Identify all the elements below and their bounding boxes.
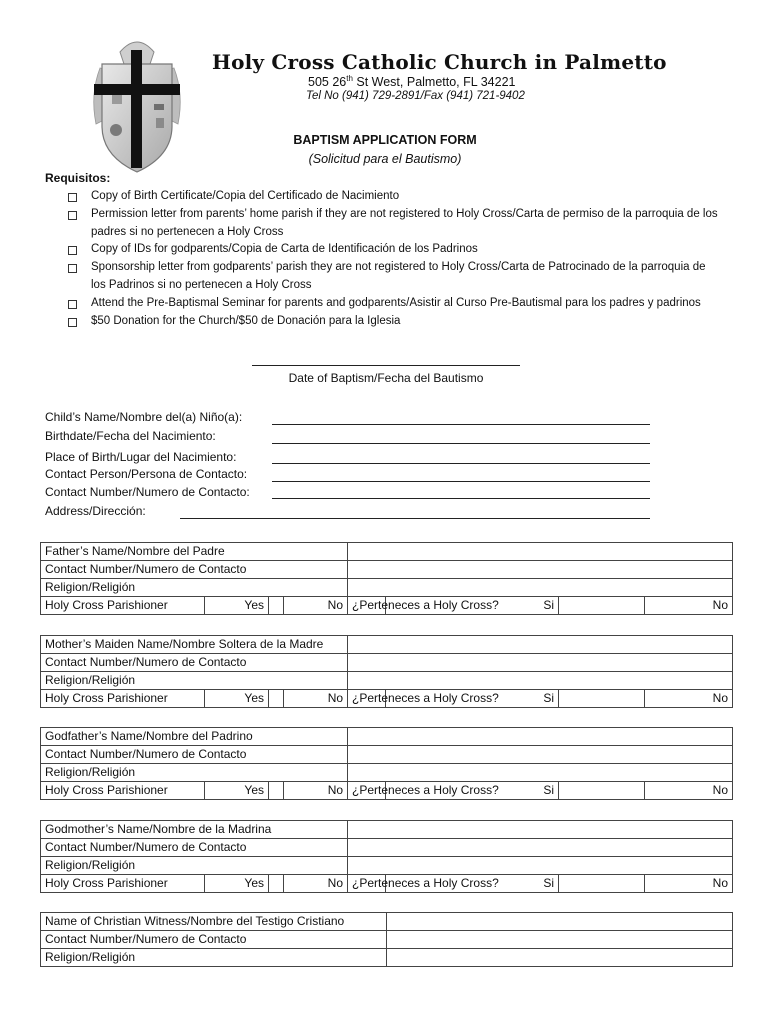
godmother-religion-label: Religion/Religión bbox=[41, 857, 348, 875]
father-parishioner-label: Holy Cross Parishioner bbox=[41, 597, 205, 615]
father-name-label: Father’s Name/Nombre del Padre bbox=[41, 543, 348, 561]
witness-table bbox=[40, 912, 733, 967]
requirement-item: Permission letter from parents’ home parish if they are not registered to Holy Cross/Carta de permiso de la parroquia de los padres si no pertenecen a Holy Cross bbox=[68, 206, 718, 242]
father-yes-box[interactable] bbox=[269, 597, 284, 615]
godfather-name-field[interactable] bbox=[348, 728, 733, 746]
father-name-field[interactable] bbox=[348, 543, 733, 561]
godmother-contact-field[interactable] bbox=[348, 839, 733, 857]
godmother-name-label: Godmother’s Name/Nombre de la Madrina bbox=[41, 821, 348, 839]
witness-contact-label: Contact Number/Numero de Contacto bbox=[41, 931, 387, 949]
godfather-religion-label: Religion/Religión bbox=[41, 764, 348, 782]
witness-name-label: Name of Christian Witness/Nombre del Testigo Cristiano bbox=[41, 913, 387, 931]
address-ordinal-suffix: th bbox=[346, 74, 353, 83]
godmother-question-label: ¿Perteneces a Holy Cross? bbox=[348, 875, 386, 893]
godfather-si-option[interactable]: Si bbox=[386, 782, 559, 800]
godmother-table bbox=[40, 820, 733, 893]
godmother-no-es-option[interactable]: No bbox=[645, 875, 733, 893]
form-title: BAPTISM APPLICATION FORM bbox=[293, 133, 477, 147]
contact-number-line[interactable] bbox=[272, 498, 650, 499]
address-label: Address/Dirección: bbox=[45, 504, 146, 518]
father-religion-field[interactable] bbox=[348, 579, 733, 597]
requirements-list bbox=[68, 188, 718, 330]
requirement-item: Sponsorship letter from godparents’ parish they are not registered to Holy Cross/Carta de Patrocinado de la parroquia de los Padrinos si no pertenecen a Holy Cross bbox=[68, 259, 718, 295]
father-contact-field[interactable] bbox=[348, 561, 733, 579]
godfather-contact-label: Contact Number/Numero de Contacto bbox=[41, 746, 348, 764]
mother-yes-option[interactable]: Yes bbox=[205, 690, 269, 708]
father-si-option[interactable]: Si bbox=[386, 597, 559, 615]
church-crest-logo bbox=[82, 34, 192, 176]
godfather-si-box[interactable] bbox=[559, 782, 645, 800]
birthdate-label: Birthdate/Fecha del Nacimiento: bbox=[45, 429, 216, 443]
church-name: Holy Cross Catholic Church in Palmetto bbox=[212, 50, 667, 74]
checkbox[interactable] bbox=[68, 318, 77, 327]
godmother-yes-box[interactable] bbox=[269, 875, 284, 893]
address-street: St West, Palmetto, FL 34221 bbox=[352, 75, 516, 90]
godmother-yes-option[interactable]: Yes bbox=[205, 875, 269, 893]
birthdate-line[interactable] bbox=[272, 443, 650, 444]
godfather-yes-box[interactable] bbox=[269, 782, 284, 800]
witness-contact-field[interactable] bbox=[387, 931, 733, 949]
checkbox[interactable] bbox=[68, 300, 77, 309]
checkbox[interactable] bbox=[68, 264, 77, 273]
mother-si-option[interactable]: Si bbox=[386, 690, 559, 708]
mother-religion-label: Religion/Religión bbox=[41, 672, 348, 690]
godmother-contact-label: Contact Number/Numero de Contacto bbox=[41, 839, 348, 857]
father-contact-label: Contact Number/Numero de Contacto bbox=[41, 561, 348, 579]
godmother-si-option[interactable]: Si bbox=[386, 875, 559, 893]
church-address bbox=[308, 74, 516, 89]
godmother-si-box[interactable] bbox=[559, 875, 645, 893]
mother-yes-box[interactable] bbox=[269, 690, 284, 708]
checkbox[interactable] bbox=[68, 211, 77, 220]
baptism-date-line[interactable] bbox=[252, 365, 520, 366]
mother-name-field[interactable] bbox=[348, 636, 733, 654]
church-phone: Tel No (941) 729-2891/Fax (941) 721-9402 bbox=[306, 90, 525, 102]
father-question-label: ¿Perteneces a Holy Cross? bbox=[348, 597, 386, 615]
mother-no-es-option[interactable]: No bbox=[645, 690, 733, 708]
requirement-item: Attend the Pre-Baptismal Seminar for parents and godparents/Asistir al Curso Pre-Bautismal para los padres y padrinos bbox=[68, 295, 718, 313]
godmother-parishioner-label: Holy Cross Parishioner bbox=[41, 875, 205, 893]
godmother-name-field[interactable] bbox=[348, 821, 733, 839]
godfather-contact-field[interactable] bbox=[348, 746, 733, 764]
mother-contact-field[interactable] bbox=[348, 654, 733, 672]
godfather-no-es-option[interactable]: No bbox=[645, 782, 733, 800]
address-line[interactable] bbox=[180, 518, 650, 519]
requirements-label: Requisitos: bbox=[45, 171, 111, 185]
godfather-parishioner-label: Holy Cross Parishioner bbox=[41, 782, 205, 800]
checkbox[interactable] bbox=[68, 193, 77, 202]
checkbox[interactable] bbox=[68, 246, 77, 255]
contact-person-label: Contact Person/Persona de Contacto: bbox=[45, 467, 248, 481]
godfather-table bbox=[40, 727, 733, 800]
godfather-no-option[interactable]: No bbox=[284, 782, 348, 800]
witness-name-field[interactable] bbox=[387, 913, 733, 931]
father-si-box[interactable] bbox=[559, 597, 645, 615]
godfather-question-label: ¿Perteneces a Holy Cross? bbox=[348, 782, 386, 800]
mother-question-label: ¿Perteneces a Holy Cross? bbox=[348, 690, 386, 708]
child-name-label: Child’s Name/Nombre del(a) Niño(a): bbox=[45, 410, 243, 424]
mother-table bbox=[40, 635, 733, 708]
godfather-yes-option[interactable]: Yes bbox=[205, 782, 269, 800]
mother-name-label: Mother’s Maiden Name/Nombre Soltera de la Madre bbox=[41, 636, 348, 654]
mother-no-option[interactable]: No bbox=[284, 690, 348, 708]
requirement-item: Copy of IDs for godparents/Copia de Carta de Identificación de los Padrinos bbox=[68, 241, 718, 259]
father-yes-option[interactable]: Yes bbox=[205, 597, 269, 615]
contact-number-label: Contact Number/Numero de Contacto: bbox=[45, 485, 250, 499]
address-number: 505 26 bbox=[308, 75, 347, 90]
godfather-name-label: Godfather’s Name/Nombre del Padrino bbox=[41, 728, 348, 746]
form-subtitle: (Solicitud para el Bautismo) bbox=[308, 152, 462, 166]
contact-person-line[interactable] bbox=[272, 481, 650, 482]
father-table bbox=[40, 542, 733, 615]
witness-religion-label: Religion/Religión bbox=[41, 949, 387, 967]
requirement-item: $50 Donation for the Church/$50 de Donación para la Iglesia bbox=[68, 313, 718, 331]
godmother-no-option[interactable]: No bbox=[284, 875, 348, 893]
place-of-birth-label: Place of Birth/Lugar del Nacimiento: bbox=[45, 450, 237, 464]
child-name-line[interactable] bbox=[272, 424, 650, 425]
mother-parishioner-label: Holy Cross Parishioner bbox=[41, 690, 205, 708]
requirement-item: Copy of Birth Certificate/Copia del Certificado de Nacimiento bbox=[68, 188, 718, 206]
father-no-option[interactable]: No bbox=[284, 597, 348, 615]
godmother-religion-field[interactable] bbox=[348, 857, 733, 875]
mother-contact-label: Contact Number/Numero de Contacto bbox=[41, 654, 348, 672]
father-no-es-option[interactable]: No bbox=[645, 597, 733, 615]
baptism-date-label: Date of Baptism/Fecha del Bautismo bbox=[288, 371, 484, 385]
mother-religion-field[interactable] bbox=[348, 672, 733, 690]
father-religion-label: Religion/Religión bbox=[41, 579, 348, 597]
witness-religion-field[interactable] bbox=[387, 949, 733, 967]
place-of-birth-line[interactable] bbox=[272, 463, 650, 464]
godfather-religion-field[interactable] bbox=[348, 764, 733, 782]
mother-si-box[interactable] bbox=[559, 690, 645, 708]
